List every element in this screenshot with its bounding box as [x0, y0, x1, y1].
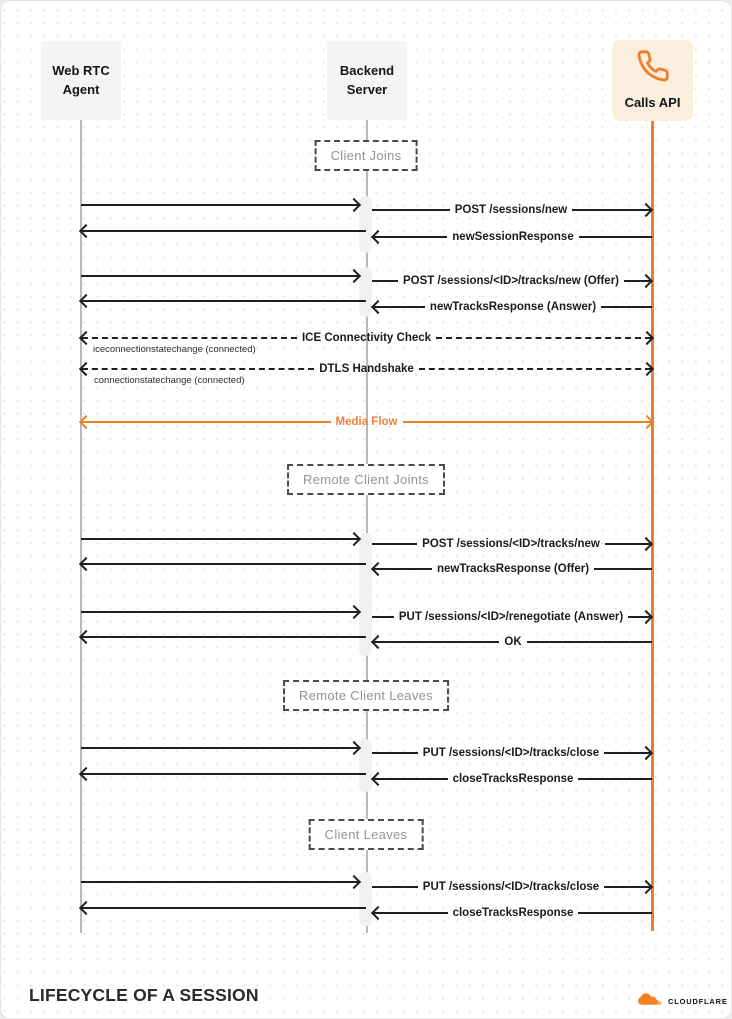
- event-label: iceconnectionstatechange (connected): [93, 344, 256, 355]
- message-arrow: [81, 531, 359, 547]
- section-label: Client Leaves: [324, 827, 408, 842]
- page-title: LIFECYCLE OF A SESSION: [29, 985, 259, 1005]
- section-label: Remote Client Joints: [303, 472, 429, 487]
- activation-bar: [359, 267, 372, 317]
- section-remote-client-leaves: [283, 680, 449, 711]
- cloudflare-logo: [637, 992, 728, 1011]
- message-arrow: [81, 900, 366, 916]
- message-arrow: [81, 268, 359, 284]
- message-new-session-response: [373, 229, 652, 245]
- arrowhead-icon: [640, 331, 654, 345]
- section-label: Client Joins: [330, 148, 402, 163]
- actor-backend-server: [327, 41, 407, 120]
- message-label: newSessionResponse: [452, 231, 574, 243]
- cloudflare-wordmark: CLOUDFLARE: [668, 997, 728, 1006]
- message-put-renegotiate-answer: [372, 609, 651, 625]
- actor-label: Agent: [62, 81, 100, 97]
- cloudflare-cloud-icon: [637, 992, 664, 1011]
- message-arrow: [81, 766, 366, 782]
- arrowhead-icon: [639, 537, 653, 551]
- message-put-tracks-close-2: [372, 879, 651, 895]
- arrowhead-icon: [79, 767, 93, 781]
- arrowhead-icon: [79, 630, 93, 644]
- arrowhead-icon: [640, 415, 654, 429]
- lifeline-web-rtc-agent: [80, 120, 82, 933]
- message-label: PUT /sessions/<ID>/tracks/close: [422, 747, 600, 759]
- message-new-tracks-response-offer: [373, 561, 652, 577]
- arrowhead-icon: [371, 562, 385, 576]
- message-new-tracks-response-answer: [373, 299, 652, 315]
- message-label: POST /sessions/new: [454, 204, 568, 216]
- arrowhead-icon: [347, 532, 361, 546]
- message-post-sessions-new: [372, 202, 651, 218]
- actor-calls-api: [612, 40, 693, 121]
- arrowhead-icon: [371, 230, 385, 244]
- message-arrow: [81, 629, 366, 645]
- actor-label: Calls API: [624, 94, 681, 110]
- actor-label: Server: [346, 81, 388, 97]
- message-label: ICE Connectivity Check: [301, 332, 432, 344]
- arrowhead-icon: [79, 415, 93, 429]
- message-label: Media Flow: [335, 416, 398, 428]
- message-media-flow: [81, 414, 652, 430]
- message-close-tracks-response-2: [373, 905, 652, 921]
- arrowhead-icon: [79, 901, 93, 915]
- message-label: OK: [504, 636, 522, 648]
- message-arrow: [81, 874, 359, 890]
- message-arrow: [81, 604, 359, 620]
- message-arrow: [81, 223, 366, 239]
- arrowhead-icon: [79, 557, 93, 571]
- arrowhead-icon: [639, 880, 653, 894]
- message-label: DTLS Handshake: [319, 363, 414, 375]
- section-label: Remote Client Leaves: [299, 688, 433, 703]
- message-post-tracks-new: [372, 536, 651, 552]
- arrowhead-icon: [371, 300, 385, 314]
- message-label: newTracksResponse (Offer): [436, 563, 590, 575]
- message-label: POST /sessions/<ID>/tracks/new: [422, 538, 600, 550]
- arrowhead-icon: [347, 269, 361, 283]
- message-ok: [373, 634, 652, 650]
- arrowhead-icon: [347, 875, 361, 889]
- message-label: POST /sessions/<ID>/tracks/new (Offer): [402, 275, 620, 287]
- message-close-tracks-response: [373, 771, 652, 787]
- arrowhead-icon: [639, 203, 653, 217]
- arrowhead-icon: [371, 635, 385, 649]
- message-label: PUT /sessions/<ID>/tracks/close: [422, 881, 600, 893]
- arrowhead-icon: [639, 746, 653, 760]
- arrowhead-icon: [79, 362, 93, 376]
- section-remote-client-joints: [287, 464, 445, 495]
- section-client-leaves: [309, 819, 424, 850]
- message-arrow: [81, 740, 359, 756]
- arrowhead-icon: [639, 610, 653, 624]
- actor-label: Web RTC: [52, 63, 110, 79]
- arrowhead-icon: [79, 331, 93, 345]
- message-put-tracks-close: [372, 745, 651, 761]
- message-label: PUT /sessions/<ID>/renegotiate (Answer): [398, 611, 624, 623]
- arrowhead-icon: [347, 198, 361, 212]
- arrowhead-icon: [639, 274, 653, 288]
- section-client-joins: [315, 140, 418, 171]
- arrowhead-icon: [640, 362, 654, 376]
- arrowhead-icon: [347, 605, 361, 619]
- arrowhead-icon: [347, 741, 361, 755]
- arrowhead-icon: [371, 772, 385, 786]
- arrowhead-icon: [79, 294, 93, 308]
- arrowhead-icon: [79, 224, 93, 238]
- message-label: closeTracksResponse: [452, 907, 574, 919]
- message-post-tracks-new-offer: [372, 273, 651, 289]
- message-label: closeTracksResponse: [452, 773, 574, 785]
- message-arrow: [81, 293, 366, 309]
- message-arrow: [81, 197, 359, 213]
- actor-web-rtc-agent: [41, 41, 121, 120]
- event-label: connectionstatechange (connected): [94, 375, 245, 386]
- actor-label: Backend: [339, 63, 395, 79]
- message-arrow: [81, 556, 366, 572]
- phone-icon: [636, 49, 670, 88]
- activation-bar: [359, 872, 372, 926]
- arrowhead-icon: [371, 906, 385, 920]
- message-label: newTracksResponse (Answer): [429, 301, 597, 313]
